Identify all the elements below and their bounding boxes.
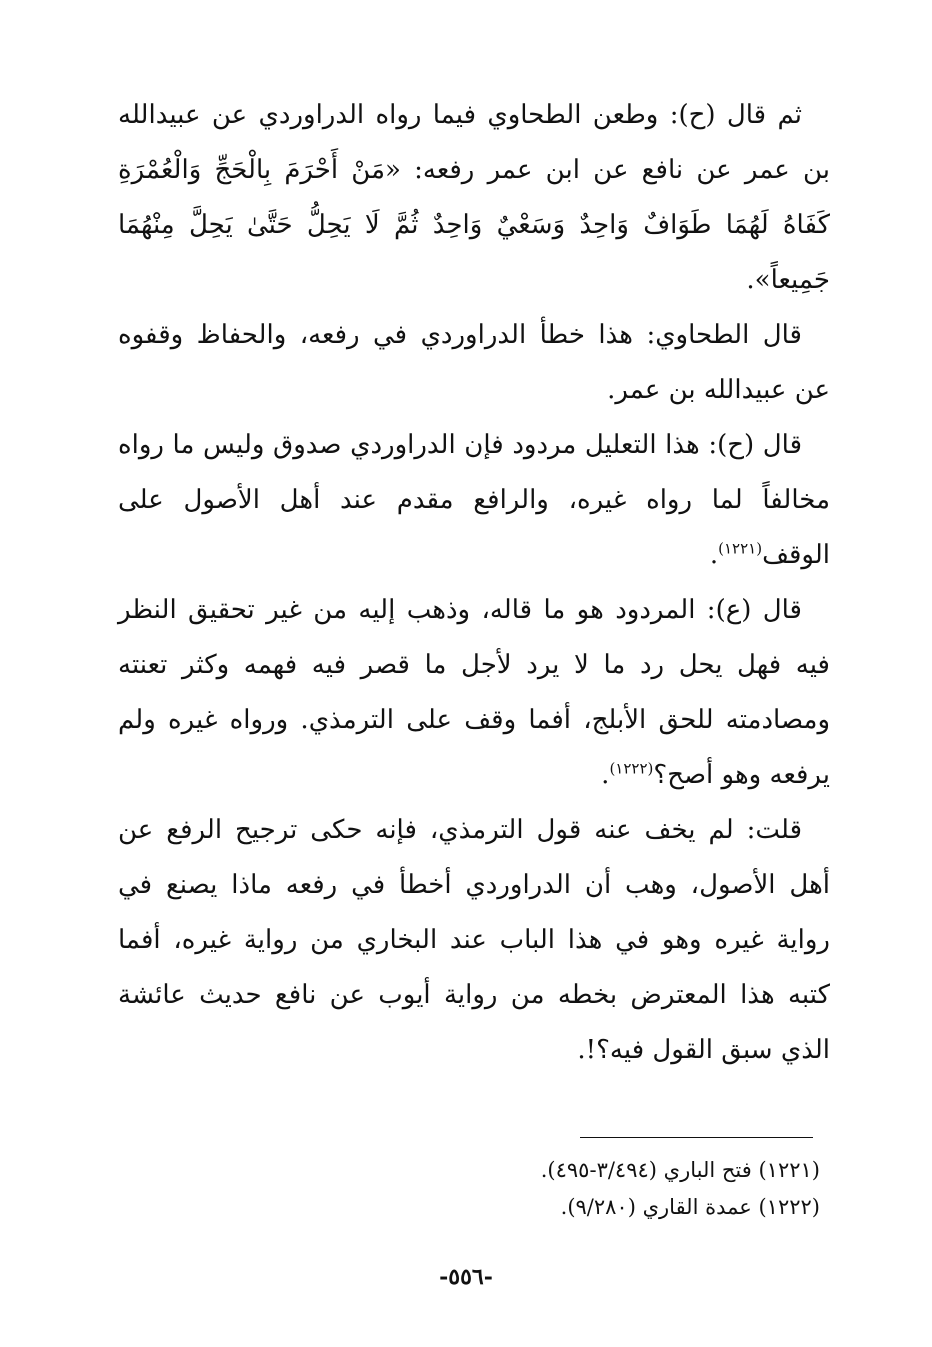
- footnote-separator: [580, 1137, 813, 1138]
- paragraph-3-text: قال (ح): هذا التعليل مردود فإن الدراوردي صدوق وليس ما رواه مخالفاً لما رواه غيره، والرافع مقدم عند أهل الأصول على الوقف: [118, 430, 830, 570]
- footnote-reference-1221[interactable]: (١٢٢١): [718, 539, 763, 558]
- paragraph-1-text: ثم قال (ح): وطعن الطحاوي فيما رواه الدراوردي عن عبيدالله بن عمر عن نافع عن ابن عمر رفعه: «مَنْ أَحْرَمَ بِالْحَجِّ وَالْعُمْرَةِ كَفَاهُ لَهُمَا طَوَافٌ وَاحِدٌ وَسَعْيٌ وَاحِدٌ ثُمَّ لَا يَحِلُّ حَتَّىٰ يَحِلَّ مِنْهُمَا جَمِيعاً».: [118, 100, 830, 295]
- page-number: -٥٥٦-: [439, 1264, 493, 1290]
- paragraph-2-text: قال الطحاوي: هذا خطأ الدراوردي في رفعه، والحفاظ وقفوه عن عبيدالله بن عمر.: [118, 320, 830, 405]
- paragraph-5: [118, 803, 830, 1078]
- footnotes: [300, 1152, 820, 1226]
- paragraph-3-tail: .: [709, 540, 719, 570]
- paragraph-1: [118, 88, 830, 308]
- paragraph-4-text: قال (ع): المردود هو ما قاله، وذهب إليه من غير تحقيق النظر فيه فهل يحل رد ما لا يرد لأجل ما قصر فيه فهمه وكثر تعنته ومصادمته للحق الأبلج، أفما وقف على الترمذي. ورواه غيره ولم يرفعه وهو أصح؟: [118, 595, 830, 790]
- paragraph-2: [118, 308, 830, 418]
- main-text: [118, 88, 830, 1078]
- paragraph-4: [118, 583, 830, 803]
- paragraph-5-text: قلت: لم يخف عنه قول الترمذي، فإنه حكى ترجيح الرفع عن أهل الأصول، وهب أن الدراوردي أخطأ في رفعه ماذا يصنع في رواية غيره وهو في هذا الباب عند البخاري من رواية غيره، أفما كتبه هذا المعترض بخطه من رواية أيوب عن نافع حديث عائشة الذي سبق القول فيه؟!.: [118, 815, 830, 1065]
- footnote-reference-1222[interactable]: (١٢٢٢): [609, 759, 654, 778]
- paragraph-3: [118, 418, 830, 583]
- footnote-1221: (١٢٢١) فتح الباري (٣/٤٩٤-٤٩٥).: [540, 1158, 820, 1182]
- paragraph-4-tail: .: [601, 760, 610, 790]
- footnote-1222: (١٢٢٢) عمدة القاري (٩/٢٨٠).: [560, 1195, 820, 1219]
